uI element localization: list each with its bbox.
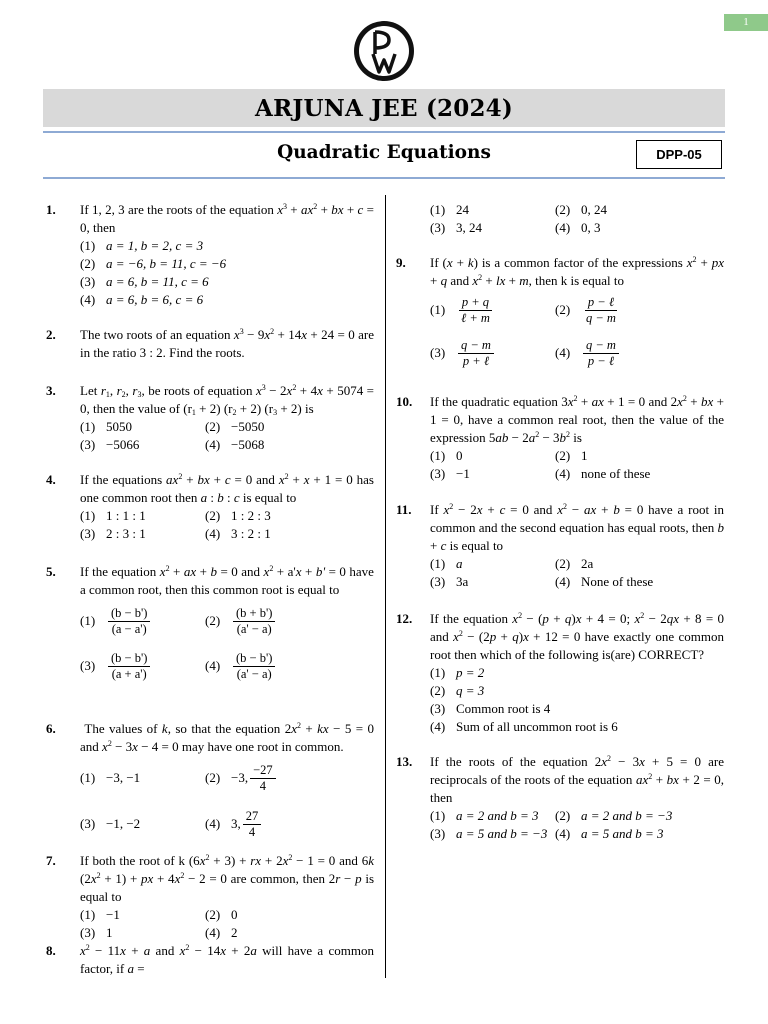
option-2: (2) −5050 — [205, 419, 265, 434]
question-11 — [396, 501, 724, 591]
question-text: If (x + k) is a common factor of the expressions $x^2$ + px + q and $x^2$ + lx + m, then k is equal to — [430, 255, 724, 288]
question-2 — [46, 326, 374, 362]
question-text: If 1, 2, 3 are the roots of the equation $x^3 + ax^2$ + bx + c = 0, then — [80, 202, 374, 235]
option-2: (2) −3, $\frac{-27}{4}$ — [205, 763, 330, 794]
options — [430, 807, 724, 843]
options — [80, 507, 374, 543]
question-text: Let $r_1$, $r_2$, $r_3$, be roots of equation $x^3 - 2x^2 + 4x + 5074 = 0$, then the value of $(r_1 + 2) (r_2 + 2) (r_3 + 2)$ is — [80, 383, 375, 417]
question-number: 8. — [46, 943, 56, 958]
options — [430, 447, 724, 483]
options — [80, 906, 374, 942]
option-1: (1) 0 — [430, 448, 463, 463]
options — [430, 555, 724, 591]
option-3: (3) 3a — [430, 574, 469, 589]
option-4: (4) None of these — [555, 574, 654, 589]
option-4: (4) −5068 — [205, 437, 265, 452]
option-4: (4) a = 6, b = 6, c = 6 — [80, 292, 204, 307]
option-3: (3) −5066 — [80, 437, 140, 452]
option-4: (4) none of these — [555, 466, 651, 481]
question-text: If both the root of k $(6x^2 + 3)$ + rx + $2x^2 - 1 = 0$ and 6k $(2x^2 + 1)$ + px + $4x^2 - 2 = 0$ are common, then 2r − p is equal to — [80, 853, 374, 904]
question-text: The values of k, so that the equation $2x^2$ + kx − 5 = 0 and $x^2 - 3x - 4 = 0$ may have one root in common. — [80, 721, 374, 754]
question-4 — [46, 471, 374, 543]
option-4: (4) $\frac{(b - b')}{(a' - a)}$ — [205, 651, 330, 682]
option-4: (4) 0, 3 — [555, 220, 601, 235]
options — [430, 664, 724, 736]
question-number: 10. — [396, 394, 413, 409]
question-text: The two roots of an equation $x^3 - 9x^2 + 14x + 24 = 0$ are in the ratio 3 : 2. Find the roots. — [80, 327, 375, 360]
option-3: (3) $\frac{(b - b')}{(a + a')}$ — [80, 651, 205, 682]
question-8 — [46, 942, 374, 978]
question-7 — [46, 852, 374, 942]
option-1: (1) −3, −1 — [80, 770, 141, 785]
option-4: (4) 3 : 2 : 1 — [205, 526, 271, 541]
question-text: If $x^2 - 2x + c = 0$ and $x^2$ − ax + b = 0 have a root in common and the second equation has equal roots, then b + c is equal to — [430, 502, 725, 553]
option-1: (1) 5050 — [80, 419, 132, 434]
title-band — [43, 89, 725, 127]
option-4: (4) 3, $\frac{27}{4}$ — [205, 809, 330, 840]
question-6 — [46, 720, 374, 844]
option-1: (1) a = 2 and b = 3 — [430, 808, 539, 823]
question-text: If the equation $x^2$ + ax + b = 0 and $x^2 + a'x + b' = 0$ have a common root, then this common root is equal to — [80, 564, 374, 597]
question-text: If the quadratic equation $3x^2$ + ax + 1 = 0 and $2x^2$ + bx + 1 = 0, have a common real root, then the value of the expression $5ab - 2a^2 - 3b^2$ is — [430, 394, 724, 445]
option-4: (4) a = 5 and b = 3 — [555, 826, 664, 841]
question-12 — [396, 610, 724, 736]
option-2: (2) a = 2 and b = −3 — [555, 808, 673, 823]
question-number: 3. — [46, 383, 56, 398]
column-divider — [385, 195, 386, 978]
option-3: (3) −1 — [430, 466, 470, 481]
question-13 — [396, 753, 724, 843]
header-rule-top — [43, 131, 725, 133]
option-1: (1) 24 — [430, 202, 469, 217]
options — [80, 237, 374, 309]
option-3: (3) Common root is 4 — [430, 701, 551, 716]
question-number: 2. — [46, 327, 56, 342]
option-2: (2) a = −6, b = 11, c = −6 — [80, 256, 227, 271]
option-4: (4) Sum of all uncommon root is 6 — [430, 719, 618, 734]
question-number: 6. — [46, 721, 56, 736]
option-2: (2) 1 : 2 : 3 — [205, 508, 271, 523]
option-3: (3) a = 5 and b = −3 — [430, 826, 548, 841]
question-3 — [46, 382, 374, 454]
question-number: 9. — [396, 255, 406, 270]
option-3: (3) $\frac{q - m}{\text{p + ℓ}}$ — [430, 338, 555, 369]
option-3: (3) −1, −2 — [80, 816, 141, 831]
option-3: (3) a = 6, b = 11, c = 6 — [80, 274, 209, 289]
option-1: (1) −1 — [80, 907, 120, 922]
question-text: If the roots of the equation $2x^2 - 3x + 5 = 0$ are reciprocals of the roots of the equation $ax^2$ + bx + 2 = 0, then — [430, 754, 725, 805]
dpp-code-box: DPP-05 — [636, 140, 722, 169]
question-8-options — [430, 201, 724, 237]
question-10 — [396, 393, 724, 483]
pw-logo — [353, 18, 415, 84]
question-number: 7. — [46, 853, 56, 868]
options — [430, 201, 724, 237]
page-title: ARJUNA JEE (2024) — [255, 94, 513, 122]
option-1: (1) p = 2 — [430, 665, 485, 680]
question-number: 11. — [396, 502, 412, 517]
option-2: (2) 2a — [555, 556, 594, 571]
header-rule-bottom — [43, 177, 725, 179]
option-3: (3) 3, 24 — [430, 220, 482, 235]
option-2: (2) 0, 24 — [555, 202, 607, 217]
question-5 — [46, 563, 374, 686]
option-2: (2) q = 3 — [430, 683, 485, 698]
option-1: (1) $\frac{p + q}{\text{ℓ + m}}$ — [430, 295, 555, 326]
question-1 — [46, 201, 374, 309]
options — [80, 418, 374, 454]
question-number: 12. — [396, 611, 413, 626]
option-2: (2) 1 — [555, 448, 588, 463]
question-number: 1. — [46, 202, 56, 217]
option-1: (1) $\frac{(b - b')}{(a - a')}$ — [80, 606, 205, 637]
question-number: 13. — [396, 754, 413, 769]
option-4: (4) 2 — [205, 925, 238, 940]
option-1: (1) a = 1, b = 2, c = 3 — [80, 238, 204, 253]
option-2: (2) $\frac{\text{p − ℓ}}{q - m}$ — [555, 294, 616, 325]
question-number: 4. — [46, 472, 56, 487]
option-3: (3) 2 : 3 : 1 — [80, 526, 146, 541]
question-text: If the equations $ax^2$ + bx + c = 0 and $x^2 + x + 1 = 0$ has one common root then a : b : c is equal to — [80, 472, 374, 505]
question-number: 5. — [46, 564, 56, 579]
option-1: (1) a — [430, 556, 463, 571]
option-3: (3) 1 — [80, 925, 113, 940]
option-1: (1) 1 : 1 : 1 — [80, 508, 146, 523]
option-2: (2) $\frac{(b + b')}{(a' - a)}$ — [205, 606, 330, 637]
question-text: If the equation $x^2 - (p + q)x + 4 = 0$; $x^2 - 2qx + 8 = 0$ and $x^2 - (2p + q)x + 12 = 0$ have exactly one common root then which of the following is(are) CORRECT? — [430, 611, 724, 662]
page-number-badge: 1 — [724, 14, 768, 31]
chapter-subtitle: Quadratic Equations — [277, 142, 491, 163]
option-4: (4) $\frac{q - m}{\text{p − ℓ}}$ — [555, 338, 680, 369]
question-text: $x^2 - 11x + a$ and $x^2 - 14x + 2a$ will have a common factor, if a = — [80, 943, 374, 976]
question-9 — [396, 254, 724, 373]
option-2: (2) 0 — [205, 907, 238, 922]
